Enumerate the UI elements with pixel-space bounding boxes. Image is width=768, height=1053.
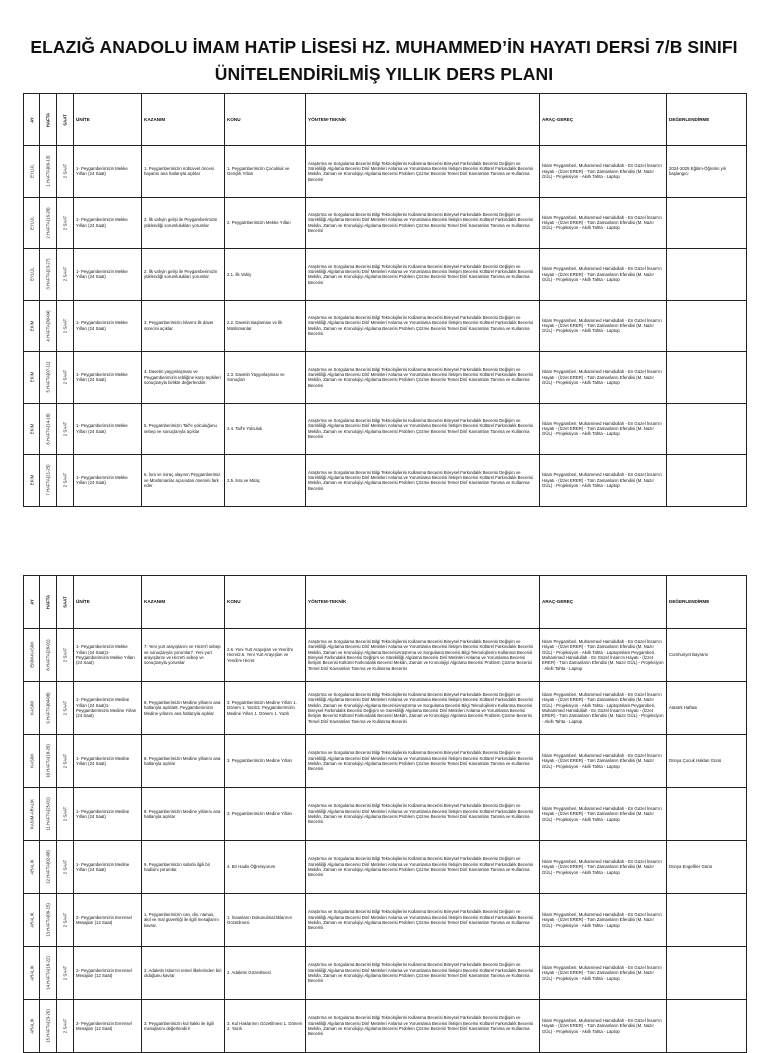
yearly-plan-table-1 bbox=[23, 93, 747, 507]
cell-degerlendirme: Atatürk Haftası bbox=[667, 682, 747, 735]
cell-ay: EKİM bbox=[24, 352, 40, 404]
cell-yontem: Araştırma ve Sorgulama Becerisi Bilgi Teknolojilerini Kullanma Becerisi Bireysel Farkındalık Becerisi Değişim ve Sürekliliği Algılama Becerisi Dinî Metinleri Anlama ve Yorumlama Becerisi İletişim Becerisi Kültürel Farkındalık Becerisi Mekân, Zaman ve Kronolojiyi Algılama Becerisi Problem Çözme Becerisi Temel Dinî Kavramları Tanıma ve Kullanma Becerisi bbox=[306, 788, 540, 841]
header-arac: ARAÇ-GEREÇ bbox=[540, 576, 667, 629]
header-yontem: YÖNTEM-TEKNİK bbox=[306, 576, 540, 629]
cell-hafta: 2.HAFTA(16-20) bbox=[40, 197, 57, 249]
cell-konu: 2. Adaletin Gözetilmesi bbox=[225, 947, 306, 1000]
table-row bbox=[24, 788, 747, 841]
header-unite: ÜNİTE bbox=[74, 576, 142, 629]
cell-saat: 2 SAAT bbox=[57, 788, 74, 841]
table-header-row bbox=[24, 576, 747, 629]
table-row bbox=[24, 197, 747, 249]
cell-konu: 2.1. İlk Vahiy bbox=[225, 249, 306, 301]
table-row bbox=[24, 841, 747, 894]
header-kazanim: KAZANIM bbox=[142, 576, 225, 629]
cell-saat: 2 SAAT bbox=[57, 682, 74, 735]
cell-degerlendirme bbox=[667, 947, 747, 1000]
header-arac: ARAÇ-GEREÇ bbox=[540, 94, 667, 146]
cell-degerlendirme bbox=[667, 249, 747, 301]
cell-arac: İslam Peygamberi, Muhammed Hamidullah - En Güzel İnsan'ın Hayatı - (İzzet ERER) - Tüm Zamanların Efendisi (M. Nazır GÜL) - Projeksiyon - Akıllı Tahta - Laptop bbox=[540, 146, 667, 198]
cell-arac: İslam Peygamberi, Muhammed Hamidullah - En Güzel İnsan'ın Hayatı - (İzzet ERER) - Tüm Zamanların Efendisi (M. Nazır GÜL) - Projeksiyon - Akıllı Tahta - Laptop bbox=[540, 455, 667, 507]
cell-yontem: Araştırma ve Sorgulama Becerisi Bilgi Teknolojilerini Kullanma Becerisi Bireysel Farkındalık Becerisi Değişim ve Sürekliliği Algılama Becerisi Dinî Metinleri Anlama ve Yorumlama Becerisi İletişim Becerisi Kültürel Farkındalık Becerisi Mekân, Zaman ve Kronolojiyi Algılama BecerisiAraştırma ve Sorgulama Becerisi Bilgi Teknolojilerini Kullanma Becerisi Bireysel Farkındalık Becerisi Değişim ve Sürekliliği Algılama Becerisi Dinî Metinleri Anlama ve Yorumlama Becerisi İletişim Becerisi Kültürel Farkındalık Becerisi Mekân, Zaman ve Kronolojiyi Algılama Becerisi Problem Çözme Becerisi Temel Dinî Kavramları Tanıma ve Kullanma Becerisi bbox=[306, 682, 540, 735]
cell-yontem: Araştırma ve Sorgulama Becerisi Bilgi Teknolojilerini Kullanma Becerisi Bireysel Farkındalık Becerisi Değişim ve Sürekliliği Algılama Becerisi Dinî Metinleri Anlama ve Yorumlama Becerisi İletişim Becerisi Kültürel Farkındalık Becerisi Mekân, Zaman ve Kronolojiyi Algılama Becerisi Problem Çözme Becerisi Temel Dinî Kavramları Tanıma ve Kullanma Becerisi bbox=[306, 1000, 540, 1053]
cell-kazanim: 8. Peygamberimizin Medine yıllarını ana hatlarıyla açıklar bbox=[142, 788, 225, 841]
cell-saat: 2 SAAT bbox=[57, 894, 74, 947]
cell-yontem: Araştırma ve Sorgulama Becerisi Bilgi Teknolojilerini Kullanma Becerisi Bireysel Farkındalık Becerisi Değişim ve Sürekliliği Algılama Becerisi Dinî Metinleri Anlama ve Yorumlama Becerisi İletişim Becerisi Kültürel Farkındalık Becerisi Mekân, Zaman ve Kronolojiyi Algılama Becerisi Problem Çözme Becerisi Temel Dinî Kavramları Tanıma ve Kullanma Becerisi bbox=[306, 403, 540, 455]
cell-konu: 2.5. İsra ve Miraç bbox=[225, 455, 306, 507]
cell-arac: İslam Peygamberi, Muhammed Hamidullah - En Güzel İnsan'ın Hayatı - (İzzet ERER) - Tüm Zamanların Efendisi (M. Nazır GÜL) - Projeksiyon - Akıllı Tahta - Laptop bbox=[540, 300, 667, 352]
cell-unite: 2- Peygamberimizin Evrensel Mesajları (12 Saat) bbox=[74, 894, 142, 947]
cell-unite: 1- Peygamberimizin Medine Yılları (24 Saat)1- Peygamberimizin Medine Yılları (24 Saat) bbox=[74, 682, 142, 735]
cell-saat: 2 SAAT bbox=[57, 146, 74, 198]
header-unite: ÜNİTE bbox=[74, 94, 142, 146]
cell-arac: İslam Peygamberi, Muhammed Hamidullah - En Güzel İnsan'ın Hayatı - (İzzet ERER) - Tüm Zamanların Efendisi (M. Nazır GÜL) - Projeksiyon - Akıllı Tahta - LaptopIslam Peygamberi, Muhammed Hamidullah - En Güzel İnsan'ın Hayatı - (İzzet ERER) - Tüm Zamanların Efendisi (M. Nazır GÜL) - Projeksiyon - Akıllı Tahta - Laptop bbox=[540, 682, 667, 735]
cell-konu: 2. Peygamberimizin Mekke Yılları bbox=[225, 197, 306, 249]
cell-degerlendirme bbox=[667, 455, 747, 507]
cell-yontem: Araştırma ve Sorgulama Becerisi Bilgi Teknolojilerini Kullanma Becerisi Bireysel Farkındalık Becerisi Değişim ve Sürekliliği Algılama Becerisi Dinî Metinleri Anlama ve Yorumlama Becerisi İletişim Becerisi Kültürel Farkındalık Becerisi Mekân, Zaman ve Kronolojiyi Algılama Becerisi Problem Çözme Becerisi Temel Dinî Kavramları Tanıma ve Kullanma Becerisi bbox=[306, 352, 540, 404]
header-konu: KONU bbox=[225, 94, 306, 146]
cell-yontem: Araştırma ve Sorgulama Becerisi Bilgi Teknolojilerini Kullanma Becerisi Bireysel Farkındalık Becerisi Değişim ve Sürekliliği Algılama Becerisi Dinî Metinleri Anlama ve Yorumlama Becerisi İletişim Becerisi Kültürel Farkındalık Becerisi Mekân, Zaman ve Kronolojiyi Algılama Becerisi Problem Çözme Becerisi Temel Dinî Kavramları Tanıma ve Kullanma Becerisi bbox=[306, 841, 540, 894]
cell-kazanim: 3. Peygamberimizin İslam'a ilk davet sürecini açıklar. bbox=[142, 300, 225, 352]
cell-yontem: Araştırma ve Sorgulama Becerisi Bilgi Teknolojilerini Kullanma Becerisi Bireysel Farkındalık Becerisi Değişim ve Sürekliliği Algılama Becerisi Dinî Metinleri Anlama ve Yorumlama Becerisi İletişim Becerisi Kültürel Farkındalık Becerisi Mekân, Zaman ve Kronolojiyi Algılama Becerisi Problem Çözme Becerisi Temel Dinî Kavramları Tanıma ve Kullanma Becerisi bbox=[306, 735, 540, 788]
cell-ay: ARALIK bbox=[24, 894, 40, 947]
header-kazanim: KAZANIM bbox=[142, 94, 225, 146]
cell-ay: ARALIK bbox=[24, 947, 40, 1000]
title-line-1: ELAZIĞ ANADOLU İMAM HATİP LİSESİ HZ. MUHAMMED’İN HAYATI DERSİ 7/B SINIFI bbox=[30, 37, 738, 57]
cell-ay: EKİM bbox=[24, 300, 40, 352]
cell-yontem: Araştırma ve Sorgulama Becerisi Bilgi Teknolojilerini Kullanma Becerisi Bireysel Farkındalık Becerisi Değişim ve Sürekliliği Algılama Becerisi Dinî Metinleri Anlama ve Yorumlama Becerisi İletişim Becerisi Kültürel Farkındalık Becerisi Mekân, Zaman ve Kronolojiyi Algılama BecerisiAraştırma ve Sorgulama Becerisi Bilgi Teknolojilerini Kullanma Becerisi Bireysel Farkındalık Becerisi Değişim ve Sürekliliği Algılama Becerisi Dinî Metinleri Anlama ve Yorumlama Becerisi İletişim Becerisi Kültürel Farkındalık Becerisi Mekân, Zaman ve Kronolojiyi Algılama Becerisi Problem Çözme Becerisi Temel Dinî Kavramları Tanıma ve Kullanma Becerisi bbox=[306, 629, 540, 682]
cell-arac: İslam Peygamberi, Muhammed Hamidullah - En Güzel İnsan'ın Hayatı - (İzzet ERER) - Tüm Zamanların Efendisi (M. Nazır GÜL) - Projeksiyon - Akıllı Tahta - Laptop bbox=[540, 894, 667, 947]
cell-ay: EYLÜL bbox=[24, 197, 40, 249]
table-row bbox=[24, 146, 747, 198]
yearly-plan-table-2 bbox=[23, 575, 747, 1053]
header-yontem: YÖNTEM-TEKNİK bbox=[306, 94, 540, 146]
cell-arac: İslam Peygamberi, Muhammed Hamidullah - En Güzel İnsan'ın Hayatı - (İzzet ERER) - Tüm Zamanların Efendisi (M. Nazır GÜL) - Projeksiyon - Akıllı Tahta - Laptop bbox=[540, 403, 667, 455]
cell-unite: 1- Peygamberimizin Mekke Yılları (24 Saat) bbox=[74, 300, 142, 352]
cell-arac: İslam Peygamberi, Muhammed Hamidullah - En Güzel İnsan'ın Hayatı - (İzzet ERER) - Tüm Zamanların Efendisi (M. Nazır GÜL) - Projeksiyon - Akıllı Tahta - LaptopIslam Peygamberi, Muhammed Hamidullah - En Güzel İnsan'ın Hayatı - (İzzet ERER) - Tüm Zamanların Efendisi (M. Nazır GÜL) - Projeksiyon - Akıllı Tahta - Laptop bbox=[540, 629, 667, 682]
cell-kazanim: 2. İlk vahyin gelişi ile Peygamberimizin yüklendiği sorumlulukları yorumlar bbox=[142, 249, 225, 301]
cell-unite: 1- Peygamberimizin Medine Yılları (24 Saat) bbox=[74, 788, 142, 841]
cell-degerlendirme: Dünya Engelliler Günü bbox=[667, 841, 747, 894]
cell-hafta: 14.HAFTA(16-22) bbox=[40, 947, 57, 1000]
cell-unite: 1- Peygamberimizin Mekke Yılları (24 Saat) bbox=[74, 146, 142, 198]
cell-ay: EYLÜL bbox=[24, 249, 40, 301]
header-konu: KONU bbox=[225, 576, 306, 629]
cell-yontem: Araştırma ve Sorgulama Becerisi Bilgi Teknolojilerini Kullanma Becerisi Bireysel Farkındalık Becerisi Değişim ve Sürekliliği Algılama Becerisi Dinî Metinleri Anlama ve Yorumlama Becerisi İletişim Becerisi Kültürel Farkındalık Becerisi Mekân, Zaman ve Kronolojiyi Algılama Becerisi Problem Çözme Becerisi Temel Dinî Kavramları Tanıma ve Kullanma Becerisi bbox=[306, 455, 540, 507]
header-ay: AY bbox=[24, 576, 40, 629]
cell-ay: KASIM-ARALIK bbox=[24, 788, 40, 841]
cell-saat: 2 SAAT bbox=[57, 735, 74, 788]
cell-hafta: 6.HAFTA(14-18) bbox=[40, 403, 57, 455]
cell-degerlendirme: 2024-2025 Eğitim-Öğretim yılı başlangıcı bbox=[667, 146, 747, 198]
cell-kazanim: 8. Peygamberimizin Medine yıllarını ana hatlarıyla açıklar8. Peygamberimizin Medine yıllarını ana hatlarıyla açıklar bbox=[142, 682, 225, 735]
cell-hafta: 15.HAFTA(23-29) bbox=[40, 1000, 57, 1053]
cell-unite: 1- Peygamberimizin Medine Yılları (24 Saat) bbox=[74, 735, 142, 788]
table-row bbox=[24, 947, 747, 1000]
table-row bbox=[24, 455, 747, 507]
cell-konu: 3. Peygamberimizin Medine Yılları bbox=[225, 735, 306, 788]
cell-ay: EYLÜL bbox=[24, 146, 40, 198]
cell-kazanim: 4. Davetin yaygınlaşması ve Peygamberimizin tebliğine karşı tepkileri sonuçlarıyla birlikte değerlendirir. bbox=[142, 352, 225, 404]
cell-saat: 2 SAAT bbox=[57, 403, 74, 455]
cell-kazanim: 1. Peygamberimizin can, din, namus, akıl ve mal güvenliği ile ilgili mesajlarını kavrar. bbox=[142, 894, 225, 947]
cell-hafta: 4.HAFTA(30-04) bbox=[40, 300, 57, 352]
cell-ay: EKİM-KASIM bbox=[24, 629, 40, 682]
cell-hafta: 11.HAFTA(25-01) bbox=[40, 788, 57, 841]
document-title bbox=[0, 34, 768, 88]
cell-konu: 4. Bir Hadis Öğreniyorum bbox=[225, 841, 306, 894]
cell-unite: 1- Peygamberimizin Mekke Yılları (24 Saat) bbox=[74, 455, 142, 507]
cell-hafta: 9.HAFTA(04-08) bbox=[40, 682, 57, 735]
cell-ay: KASIM bbox=[24, 682, 40, 735]
cell-hafta: 1.HAFTA(09-13) bbox=[40, 146, 57, 198]
cell-unite: 2- Peygamberimizin Evrensel Mesajları (12 Saat) bbox=[74, 947, 142, 1000]
cell-ay: EKİM bbox=[24, 455, 40, 507]
cell-arac: İslam Peygamberi, Muhammed Hamidullah - En Güzel İnsan'ın Hayatı - (İzzet ERER) - Tüm Zamanların Efendisi (M. Nazır GÜL) - Projeksiyon - Akıllı Tahta - Laptop bbox=[540, 947, 667, 1000]
header-degerlendirme: DEĞERLENDİRME bbox=[667, 94, 747, 146]
cell-konu: 2.2. Davetin Başlaması ve İlk Müslümanlar bbox=[225, 300, 306, 352]
cell-kazanim: 9. Peygamberimizin sabırla ilgili bir hadisini yorumlar. bbox=[142, 841, 225, 894]
cell-hafta: 7.HAFTA(21-25) bbox=[40, 455, 57, 507]
cell-arac: İslam Peygamberi, Muhammed Hamidullah - En Güzel İnsan'ın Hayatı - (İzzet ERER) - Tüm Zamanların Efendisi (M. Nazır GÜL) - Projeksiyon - Akıllı Tahta - Laptop bbox=[540, 197, 667, 249]
cell-saat: 2 SAAT bbox=[57, 197, 74, 249]
cell-yontem: Araştırma ve Sorgulama Becerisi Bilgi Teknolojilerini Kullanma Becerisi Bireysel Farkındalık Becerisi Değişim ve Sürekliliği Algılama Becerisi Dinî Metinleri Anlama ve Yorumlama Becerisi İletişim Becerisi Kültürel Farkındalık Becerisi Mekân, Zaman ve Kronolojiyi Algılama Becerisi Problem Çözme Becerisi Temel Dinî Kavramları Tanıma ve Kullanma Becerisi bbox=[306, 146, 540, 198]
cell-degerlendirme bbox=[667, 788, 747, 841]
cell-yontem: Araştırma ve Sorgulama Becerisi Bilgi Teknolojilerini Kullanma Becerisi Bireysel Farkındalık Becerisi Değişim ve Sürekliliği Algılama Becerisi Dinî Metinleri Anlama ve Yorumlama Becerisi İletişim Becerisi Kültürel Farkındalık Becerisi Mekân, Zaman ve Kronolojiyi Algılama Becerisi Problem Çözme Becerisi Temel Dinî Kavramları Tanıma ve Kullanma Becerisi bbox=[306, 249, 540, 301]
cell-konu: 2.6. Yeni Yurt Arayışları ve Yesrib'e Hicret2.6. Yeni Yurt Arayışları ve Yesrib'e Hicret bbox=[225, 629, 306, 682]
cell-saat: 2 SAAT bbox=[57, 841, 74, 894]
cell-saat: 2 SAAT bbox=[57, 249, 74, 301]
table-row bbox=[24, 403, 747, 455]
cell-degerlendirme: Dünya Çocuk Hakları Günü bbox=[667, 735, 747, 788]
cell-degerlendirme bbox=[667, 894, 747, 947]
cell-hafta: 10.HAFTA(18-26) bbox=[40, 735, 57, 788]
header-hafta: HAFTA bbox=[40, 94, 57, 146]
cell-kazanim: 8. Peygamberimizin Medine yıllarını ana hatlarıyla açıklar bbox=[142, 735, 225, 788]
header-saat: SAAT bbox=[57, 576, 74, 629]
cell-ay: KASIM bbox=[24, 735, 40, 788]
cell-hafta: 13.HAFTA(09-15) bbox=[40, 894, 57, 947]
title-line-2: ÜNİTELENDİRİLMİŞ YILLIK DERS PLANI bbox=[214, 64, 554, 84]
cell-konu: 3. Kul Haklarının Gözetilmesi 1. Dönem 2. Yazılı bbox=[225, 1000, 306, 1053]
cell-kazanim: 2. Adaletin İslam'ın temel ilkelerinden biri olduğunu kavrar bbox=[142, 947, 225, 1000]
cell-unite: 1- Peygamberimizin Mekke Yılları (24 Saat) bbox=[74, 249, 142, 301]
cell-konu: 2.3. Davetin Yaygınlaşması ve Sonuçları bbox=[225, 352, 306, 404]
cell-yontem: Araştırma ve Sorgulama Becerisi Bilgi Teknolojilerini Kullanma Becerisi Bireysel Farkındalık Becerisi Değişim ve Sürekliliği Algılama Becerisi Dinî Metinleri Anlama ve Yorumlama Becerisi İletişim Becerisi Kültürel Farkındalık Becerisi Mekân, Zaman ve Kronolojiyi Algılama Becerisi Problem Çözme Becerisi Temel Dinî Kavramları Tanıma ve Kullanma Becerisi bbox=[306, 947, 540, 1000]
cell-saat: 2 SAAT bbox=[57, 947, 74, 1000]
cell-arac: İslam Peygamberi, Muhammed Hamidullah - En Güzel İnsan'ın Hayatı - (İzzet ERER) - Tüm Zamanların Efendisi (M. Nazır GÜL) - Projeksiyon - Akıllı Tahta - Laptop bbox=[540, 841, 667, 894]
cell-arac: İslam Peygamberi, Muhammed Hamidullah - En Güzel İnsan'ın Hayatı - (İzzet ERER) - Tüm Zamanların Efendisi (M. Nazır GÜL) - Projeksiyon - Akıllı Tahta - Laptop bbox=[540, 735, 667, 788]
cell-kazanim: 5. Peygamberimizin Taif'e yolculuğunu sebep ve sonuçlarıyla açıklar bbox=[142, 403, 225, 455]
table-header-row bbox=[24, 94, 747, 146]
cell-saat: 2 SAAT bbox=[57, 352, 74, 404]
cell-unite: 1- Peygamberimizin Mekke Yılları (24 Saat) bbox=[74, 197, 142, 249]
cell-degerlendirme bbox=[667, 1000, 747, 1053]
cell-konu: 2.4. Taif'e Yolculuk bbox=[225, 403, 306, 455]
cell-unite: 1- Peygamberimizin Mekke Yılları (24 Saat) bbox=[74, 403, 142, 455]
table-row bbox=[24, 629, 747, 682]
cell-degerlendirme bbox=[667, 197, 747, 249]
header-saat: SAAT bbox=[57, 94, 74, 146]
cell-degerlendirme bbox=[667, 352, 747, 404]
cell-degerlendirme bbox=[667, 403, 747, 455]
header-ay: AY bbox=[24, 94, 40, 146]
header-hafta: HAFTA bbox=[40, 576, 57, 629]
table-row bbox=[24, 300, 747, 352]
cell-kazanim: 3. Peygamberimizin kul hakkı ile ilgili mesajlarını değerlendirir bbox=[142, 1000, 225, 1053]
table-row bbox=[24, 1000, 747, 1053]
cell-yontem: Araştırma ve Sorgulama Becerisi Bilgi Teknolojilerini Kullanma Becerisi Bireysel Farkındalık Becerisi Değişim ve Sürekliliği Algılama Becerisi Dinî Metinleri Anlama ve Yorumlama Becerisi İletişim Becerisi Kültürel Farkındalık Becerisi Mekân, Zaman ve Kronolojiyi Algılama Becerisi Problem Çözme Becerisi Temel Dinî Kavramları Tanıma ve Kullanma Becerisi bbox=[306, 197, 540, 249]
cell-hafta: 5.HAFTA(07-11) bbox=[40, 352, 57, 404]
cell-arac: İslam Peygamberi, Muhammed Hamidullah - En Güzel İnsan'ın Hayatı - (İzzet ERER) - Tüm Zamanların Efendisi (M. Nazır GÜL) - Projeksiyon - Akıllı Tahta - Laptop bbox=[540, 788, 667, 841]
cell-saat: 2 SAAT bbox=[57, 629, 74, 682]
table-row bbox=[24, 894, 747, 947]
cell-kazanim: 6. İsra ve miraç olayının Peygamberimiz ve Müslümanlar açısından önemini fark eder bbox=[142, 455, 225, 507]
cell-arac: İslam Peygamberi, Muhammed Hamidullah - En Güzel İnsan'ın Hayatı - (İzzet ERER) - Tüm Zamanların Efendisi (M. Nazır GÜL) - Projeksiyon - Akıllı Tahta - Laptop bbox=[540, 352, 667, 404]
cell-saat: 2 SAAT bbox=[57, 300, 74, 352]
cell-hafta: 8.HAFTA(28-01) bbox=[40, 629, 57, 682]
cell-unite: 1- Peygamberimizin Mekke Yılları (24 Saat) bbox=[74, 352, 142, 404]
cell-degerlendirme bbox=[667, 300, 747, 352]
table-row bbox=[24, 682, 747, 735]
table-row bbox=[24, 249, 747, 301]
cell-arac: İslam Peygamberi, Muhammed Hamidullah - En Güzel İnsan'ın Hayatı - (İzzet ERER) - Tüm Zamanların Efendisi (M. Nazır GÜL) - Projeksiyon - Akıllı Tahta - Laptop bbox=[540, 249, 667, 301]
cell-unite: 2- Peygamberimizin Evrensel Mesajları (12 Saat) bbox=[74, 1000, 142, 1053]
cell-ay: EKİM bbox=[24, 403, 40, 455]
cell-yontem: Araştırma ve Sorgulama Becerisi Bilgi Teknolojilerini Kullanma Becerisi Bireysel Farkındalık Becerisi Değişim ve Sürekliliği Algılama Becerisi Dinî Metinleri Anlama ve Yorumlama Becerisi İletişim Becerisi Kültürel Farkındalık Becerisi Mekân, Zaman ve Kronolojiyi Algılama Becerisi Problem Çözme Becerisi Temel Dinî Kavramları Tanıma ve Kullanma Becerisi bbox=[306, 300, 540, 352]
cell-yontem: Araştırma ve Sorgulama Becerisi Bilgi Teknolojilerini Kullanma Becerisi Bireysel Farkındalık Becerisi Değişim ve Sürekliliği Algılama Becerisi Dinî Metinleri Anlama ve Yorumlama Becerisi İletişim Becerisi Kültürel Farkındalık Becerisi Mekân, Zaman ve Kronolojiyi Algılama Becerisi Problem Çözme Becerisi Temel Dinî Kavramları Tanıma ve Kullanma Becerisi bbox=[306, 894, 540, 947]
cell-saat: 2 SAAT bbox=[57, 1000, 74, 1053]
cell-konu: 3. Peygamberimizin Medine Yılları bbox=[225, 788, 306, 841]
cell-konu: 3. Peygamberimizin Medine Yılları 1. Dönem 1. Yazılı3. Peygamberimizin Medine Yılları 1. Dönem 1. Yazılı bbox=[225, 682, 306, 735]
cell-ay: ARALIK bbox=[24, 841, 40, 894]
cell-hafta: 3.HAFTA(23-27) bbox=[40, 249, 57, 301]
cell-konu: 1. Peygamberimizin Çocukluk ve Gençlik Yılları bbox=[225, 146, 306, 198]
cell-unite: 1- Peygamberimizin Medine Yılları (24 Saat) bbox=[74, 841, 142, 894]
cell-ay: ARALIK bbox=[24, 1000, 40, 1053]
cell-unite: 1- Peygamberimizin Mekke Yılları (24 Saat)1- Peygamberimizin Mekke Yılları (24 Saat) bbox=[74, 629, 142, 682]
table-row bbox=[24, 735, 747, 788]
cell-saat: 2 SAAT bbox=[57, 455, 74, 507]
cell-hafta: 12.HAFTA(02-08) bbox=[40, 841, 57, 894]
cell-konu: 1. İnsanların Dokunulmazlıklarının Gözetilmesi bbox=[225, 894, 306, 947]
header-degerlendirme: DEĞERLENDİRME bbox=[667, 576, 747, 629]
cell-kazanim: 7. Yeni yurt arayışlarını ve Hicret'i sebep ve sonuçlarıyla yorumlar7. Yeni yurt arayışlarını ve Hicret'i sebep ve sonuçlarıyla yorumlar bbox=[142, 629, 225, 682]
cell-arac: İslam Peygamberi, Muhammed Hamidullah - En Güzel İnsan'ın Hayatı - (İzzet ERER) - Tüm Zamanların Efendisi (M. Nazır GÜL) - Projeksiyon - Akıllı Tahta - Laptop bbox=[540, 1000, 667, 1053]
cell-degerlendirme: Cumhuriyet Bayramı bbox=[667, 629, 747, 682]
cell-kazanim: 1. Peygamberimizin nübüvvet öncesi hayatını ana hatlarıyla açıklar bbox=[142, 146, 225, 198]
table-row bbox=[24, 352, 747, 404]
cell-kazanim: 2. İlk vahyin gelişi ile Peygamberimizin yüklendiği sorumlulukları yorumlar bbox=[142, 197, 225, 249]
